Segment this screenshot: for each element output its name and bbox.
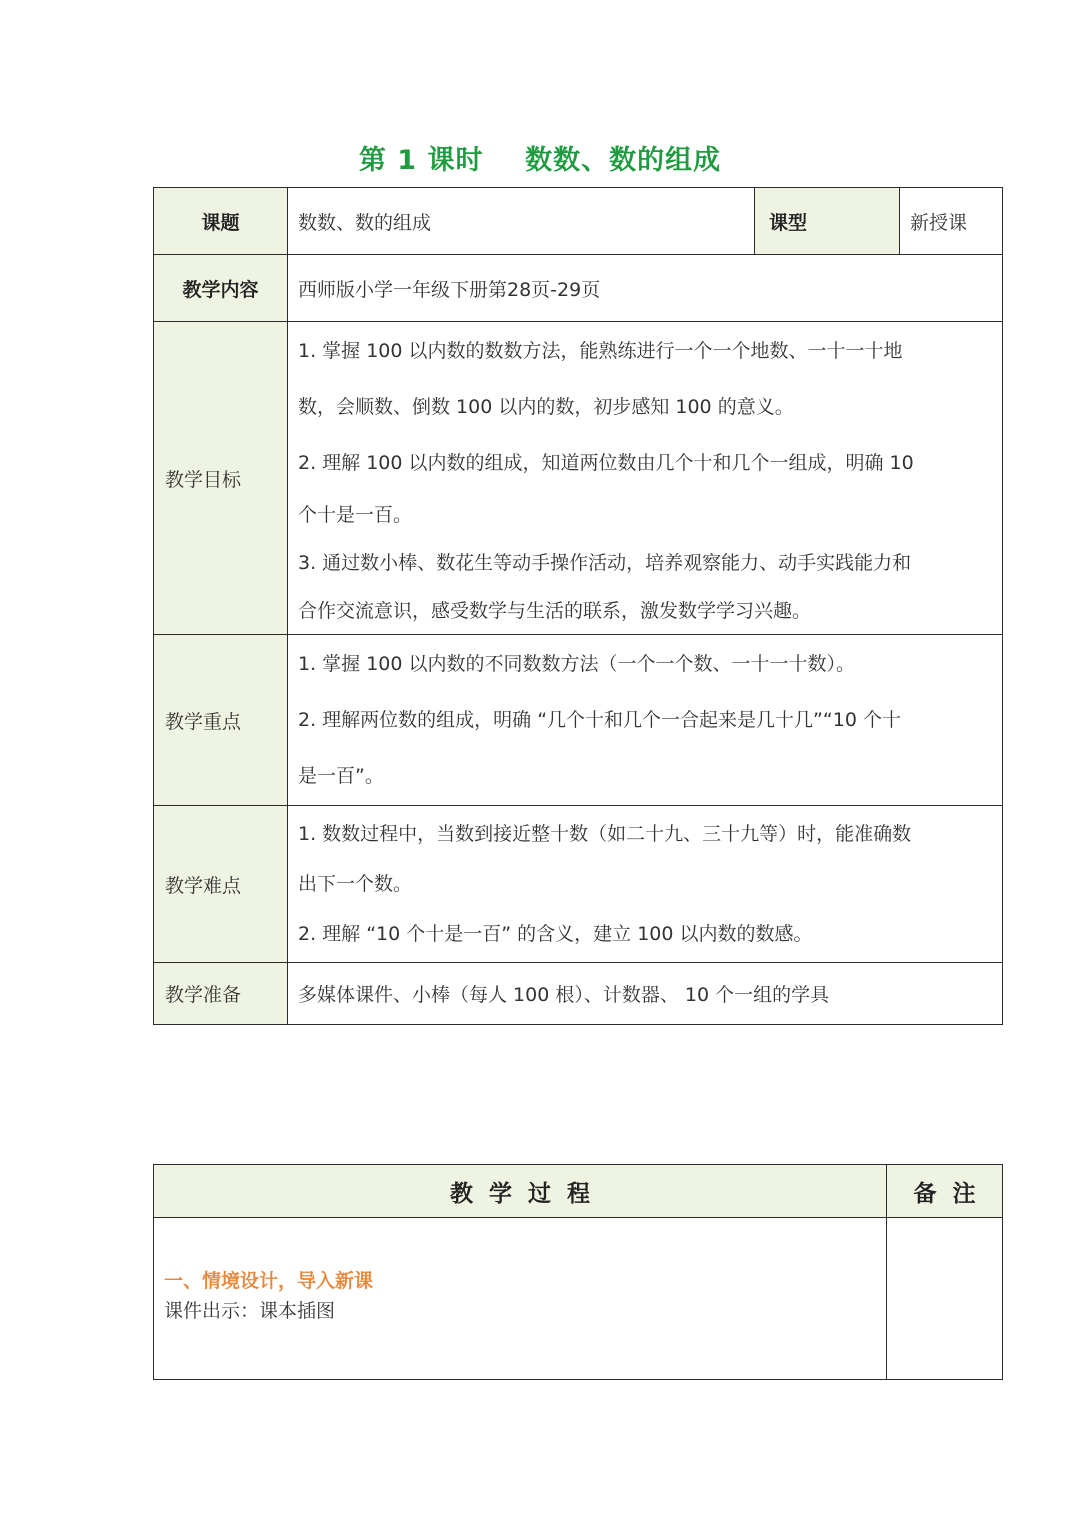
goals-line: 1. 掌握 100 以内数的数数方法，能熟练进行一个一个地数、一十一十地 (298, 340, 903, 362)
notes-body (887, 1218, 1003, 1380)
goals-row (154, 322, 1003, 635)
content-row (154, 255, 1003, 322)
difficulty-line: 1. 数数过程中，当数到接近整十数（如二十九、三十九等）时，能准确数 (298, 823, 912, 845)
goals-line: 个十是一百。 (298, 504, 413, 526)
section-text: 课件出示：课本插图 (164, 1300, 336, 1322)
topic-value: 数数、数的组成 (288, 188, 755, 255)
type-label: 课型 (755, 188, 900, 255)
process-body-row (154, 1218, 1003, 1380)
teaching-process-table (153, 1164, 1003, 1380)
difficulty-row (154, 806, 1003, 963)
key-points-content (288, 635, 1003, 806)
difficulty-content (288, 806, 1003, 963)
goals-line: 3. 通过数小棒、数花生等动手操作活动，培养观察能力、动手实践能力和 (298, 552, 912, 574)
type-value: 新授课 (900, 188, 1003, 255)
lesson-info-table (153, 187, 1003, 1025)
preparation-label: 教学准备 (154, 963, 288, 1025)
goals-content (288, 322, 1003, 635)
goals-line: 合作交流意识，感受数学与生活的联系，激发数学学习兴趣。 (298, 600, 812, 622)
content-label: 教学内容 (154, 255, 288, 322)
process-header-row (154, 1165, 1003, 1218)
section-heading: 一、情境设计，导入新课 (164, 1270, 374, 1292)
preparation-row (154, 963, 1003, 1025)
content-value: 西师版小学一年级下册第28页-29页 (288, 255, 1003, 322)
goals-line: 数，会顺数、倒数 100 以内的数，初步感知 100 的意义。 (298, 396, 794, 418)
topic-label: 课题 (154, 188, 288, 255)
topic-row (154, 188, 1003, 255)
page-title: 第 1 课时 数数、数的组成 (358, 145, 722, 176)
goals-label: 教学目标 (154, 322, 288, 635)
difficulty-line: 2. 理解 “10 个十是一百” 的含义，建立 100 以内数的数感。 (298, 923, 813, 945)
preparation-value: 多媒体课件、小棒（每人 100 根）、计数器、 10 个一组的学具 (288, 963, 1003, 1025)
key-points-line: 是一百”。 (298, 765, 384, 787)
key-points-line: 1. 掌握 100 以内数的不同数数方法（一个一个数、一十一十数）。 (298, 653, 856, 675)
process-body (154, 1218, 887, 1380)
difficulty-line: 出下一个数。 (298, 873, 413, 895)
process-header: 教 学 过 程 (154, 1165, 887, 1218)
difficulty-label: 教学难点 (154, 806, 288, 963)
goals-line: 2. 理解 100 以内数的组成，知道两位数由几个十和几个一组成，明确 10 (298, 452, 914, 474)
notes-header: 备 注 (887, 1165, 1003, 1218)
key-points-row (154, 635, 1003, 806)
key-points-label: 教学重点 (154, 635, 288, 806)
key-points-line: 2. 理解两位数的组成，明确 “几个十和几个一合起来是几十几”“10 个十 (298, 709, 901, 731)
